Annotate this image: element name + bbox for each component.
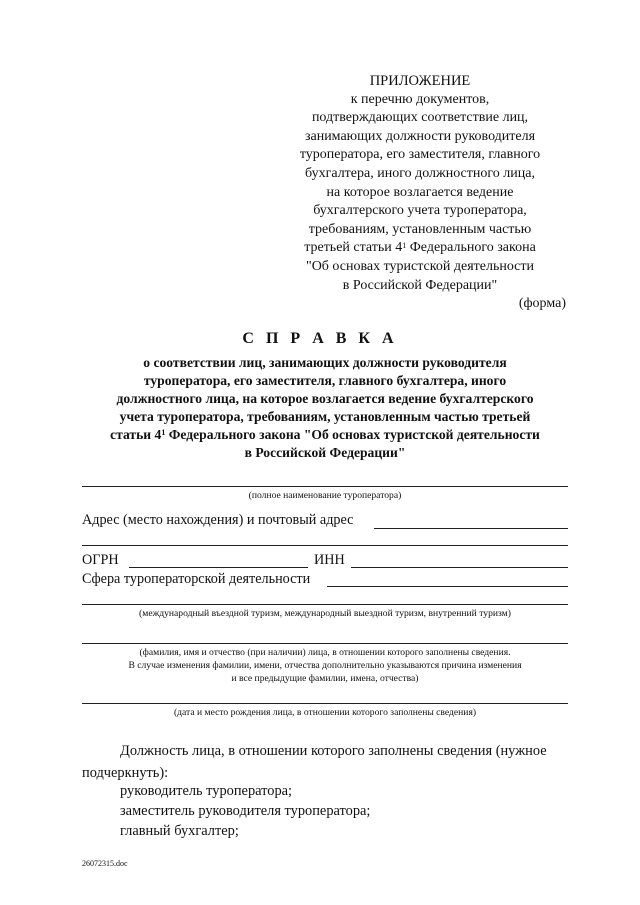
form-label: (форма) [518, 296, 566, 311]
superscript: 1 [402, 241, 407, 251]
appendix-line: к перечню документов, [350, 91, 490, 107]
appendix-title: ПРИЛОЖЕНИЕ [369, 73, 471, 89]
appendix-block [270, 72, 570, 295]
appendix-line: подтверждающих соответствие лиц, [311, 110, 529, 126]
full-name-input-line[interactable] [82, 486, 568, 487]
position-option-head[interactable]: руководитель туроператора; [120, 783, 293, 799]
address-input-line[interactable] [374, 528, 568, 529]
subject-line: учета туроператора, требованиям, установленным частью третьей [119, 409, 531, 424]
document-title: С П Р А В К А [242, 330, 398, 347]
appendix-line: бухгалтера, иного должностного лица, [305, 165, 535, 181]
position-text: подчеркнуть): [82, 764, 169, 781]
appendix-line: требованиям, установленным частью [308, 221, 532, 237]
address-label: Адрес (место нахождения) и почтовый адрес [82, 512, 354, 528]
full-name-caption: (полное наименование туроператора) [248, 490, 402, 501]
sphere-input-line[interactable] [327, 586, 568, 587]
appendix-text: третьей статьи 4 [304, 240, 403, 256]
position-paragraph [82, 741, 572, 784]
appendix-line: на которое возлагается ведение [326, 184, 514, 200]
sphere-caption: (международный въездной туризм, международный выездной туризм, внутренний туризм) [139, 608, 511, 619]
position-option-chief-accountant[interactable]: главный бухгалтер; [120, 823, 239, 839]
document-subject [82, 354, 568, 462]
appendix-line: в Российской Федерации" [342, 277, 498, 293]
birth-input-line[interactable] [82, 703, 568, 704]
subject-line: о соответствии лиц, занимающих должности руководителя [143, 355, 507, 370]
address-input-line-2[interactable] [82, 545, 568, 546]
subject-text: Федерального закона "Об основах туристской деятельности [165, 427, 540, 442]
appendix-line: "Об основах туристской деятельности [305, 258, 534, 274]
caption-line: В случае изменения фамилии, имени, отчества дополнительно указываются причина изменения [128, 660, 522, 671]
inn-input-line[interactable] [351, 567, 568, 568]
birth-caption: (дата и место рождения лица, в отношении которого заполнены сведения) [173, 707, 477, 718]
ogrn-input-line[interactable] [129, 567, 308, 568]
position-text: Должность лица, в отношении которого заполнены сведения (нужное [120, 743, 547, 759]
fio-caption [82, 646, 568, 685]
sphere-input-line-2[interactable] [82, 604, 568, 605]
appendix-line: бухгалтерского учета туроператора, [313, 203, 527, 219]
inn-label: ИНН [314, 552, 345, 568]
subject-text: статьи 4 [110, 427, 162, 442]
appendix-line [270, 239, 570, 258]
caption-line: и все предыдущие фамилии, имена, отчества) [231, 673, 419, 684]
appendix-line: туроператора, его заместителя, главного [299, 147, 541, 163]
superscript: 1 [161, 428, 166, 437]
appendix-line: занимающих должности руководителя [304, 128, 536, 144]
subject-line [82, 426, 568, 444]
fio-input-line[interactable] [82, 643, 568, 644]
appendix-text: Федерального закона [406, 240, 536, 256]
position-option-deputy[interactable]: заместитель руководителя туроператора; [120, 803, 371, 819]
sphere-label: Сфера туроператорской деятельности [82, 571, 311, 587]
ogrn-label: ОГРН [82, 552, 119, 568]
subject-line: должностного лица, на которое возлагается ведение бухгалтерского [116, 391, 534, 406]
subject-line: в Российской Федерации" [244, 445, 406, 460]
subject-line: туроператора, его заместителя, главного бухгалтера, иного [143, 373, 507, 388]
caption-line: (фамилия, имя и отчество (при наличии) лица, в отношении которого заполнены сведения. [139, 647, 511, 658]
footer-filename: 26072315.doc [82, 859, 128, 868]
